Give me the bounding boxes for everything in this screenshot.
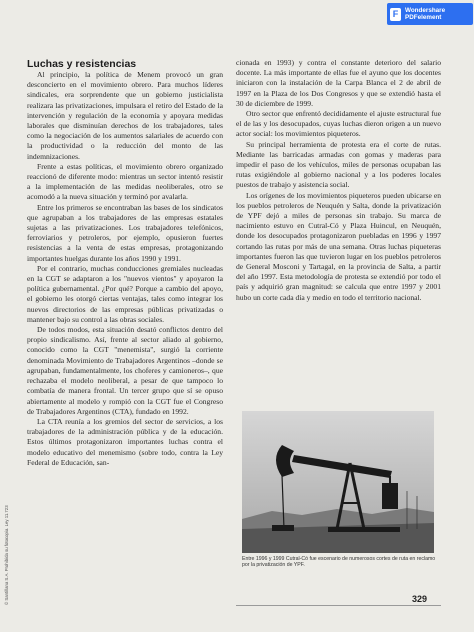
paragraph: Frente a estas políticas, el movimiento obrero organizado reaccionó de diferente modo: mientras un sector intentó resistir a la implementación de las medidas neoliberales, otro se acomodó a la nueva situación y terminó por avalarla. <box>27 161 223 202</box>
paragraph: La CTA reunía a los gremios del sector de servicios, a los trabajadores de la administración pública y de la educación. Estos últimos protagonizaron importantes luchas contra el modelo educativo del menemismo (sobre todo, contra la Ley Federal de Educación, san- <box>27 416 223 467</box>
page-number: 329 <box>412 594 428 604</box>
right-column <box>236 58 441 303</box>
photo-caption: Entre 1996 y 1999 Cutral-Có fue escenario de numerosos cortes de ruta en reclamo por la privatización de YPF. <box>242 556 436 569</box>
paragraph: cionada en 1993) y contra el constante deterioro del salario docente. La más importante de ellas fue el ayuno que los docentes iniciaron con la instalación de la Carpa Blanca el 2 de abril de 1997 en la Plaza de los Dos Congresos y que se extendió hasta el 30 de diciembre de 1999. <box>236 58 441 108</box>
badge-line1: Wondershare <box>405 6 446 14</box>
pdfelement-logo-icon: F <box>390 8 401 21</box>
oil-pump-photo <box>242 411 434 553</box>
pumpjack-illustration <box>242 411 434 553</box>
paragraph: Su principal herramienta de protesta era el corte de rutas. Mediante las barricadas armadas con gomas y maderas para impedir el paso de los vehículos, miles de personas ocupaban las rutas exigiéndole al gobierno nacional y a los poderes locales puestos de trabajo y asistencia social. <box>236 139 441 190</box>
footer-rule <box>236 605 441 606</box>
badge-line2: PDFelement <box>405 14 442 21</box>
paragraph: Los orígenes de los movimientos piqueteros pueden ubicarse en los pueblos petroleros de Neuquén y Salta, donde la privatización de YPF dejó a miles de personas sin trabajo. Su marca de nacimiento estuvo en Cutral-Có y Plaza Huincul, en Neuquén, donde los desocupados protagonizaron puebladas en 1996 y 1997 cortando las rutas por más de una semana. Otras luchas piqueteras importantes fueron las que tuvieron lugar en los pueblos petroleros de General Mosconi y Tartagal, en la provincia de Salta, a partir del año 1997. Esta metodología de protesta se extendió por todo el país y adquirió gran magnitud: se calcula que entre 1997 y 2001 hubo un corte cada día y medio en todo el territorio nacional. <box>236 190 441 302</box>
paragraph: Otro sector que enfrentó decididamente el ajuste estructural fue el de las y los desocupados, cuyas luchas dieron origen a un nuevo actor social: los movimientos piqueteros. <box>236 109 441 139</box>
paragraph: Por el contrario, muchas conducciones gremiales nucleadas en la CGT se adaptaron a los "nuevos vientos" y apoyaron la política gubernamental. ¿Por qué? Porque a cambio del apoyo, el gobierno les otorgó ciertas ventajas, tales como integrar los nuevos directorios de las empresas públicas privatizadas o mantener bajo su control a las obras sociales. <box>27 263 223 324</box>
paragraph: Entre los primeros se encontraban las bases de los sindicatos que agrupaban a los trabajadores de las empresas estatales sujetas a las privatizaciones. Los trabajadores telefónicos, ferroviarios y petroleros, por ejemplo, opusieron fuertes resistencias a la venta de estas empresas, protagonizando importantes huelgas durante los años 1990 y 1991. <box>27 202 223 263</box>
paragraph: Al principio, la política de Menem provocó un gran desconcierto en el movimiento obrero. Para muchos líderes sindicales, era sorprendente que un gobierno justicialista realizara las privatizaciones, impulsara el retiro del Estado de la intervención y regulación de la economía y apoyara medidas laborales que disminuían derechos de los trabajadores, tales como la negociación de los aumentos salariales de acuerdo con la productividad o la reducción del monto de las indemnizaciones. <box>27 70 223 161</box>
badge-text <box>405 7 445 22</box>
pdfelement-badge[interactable] <box>387 3 473 25</box>
copyright-note: © Santillana S.A. Prohibida su fotocopia. Ley 11.723 <box>4 505 9 605</box>
section-heading: Luchas y resistencias <box>27 58 137 70</box>
left-column <box>27 70 223 468</box>
paragraph: De todos modos, esta situación desató conflictos dentro del propio sindicalismo. Así, frente al sector aliado al gobierno, conocido como la CGT "menemista", surgió la corriente denominada Movimiento de Trabajadores Argentinos –donde se agrupaban, fundamentalmente, los choferes y camioneros–, que rechazaba el modelo neoliberal, a pesar de que tampoco lo combatía de manera frontal. Un tercer grupo que sí se opuso abiertamente al modelo y rompió con la CGT fue el Congreso de Trabajadores Argentinos (CTA), fundado en 1992. <box>27 325 223 416</box>
